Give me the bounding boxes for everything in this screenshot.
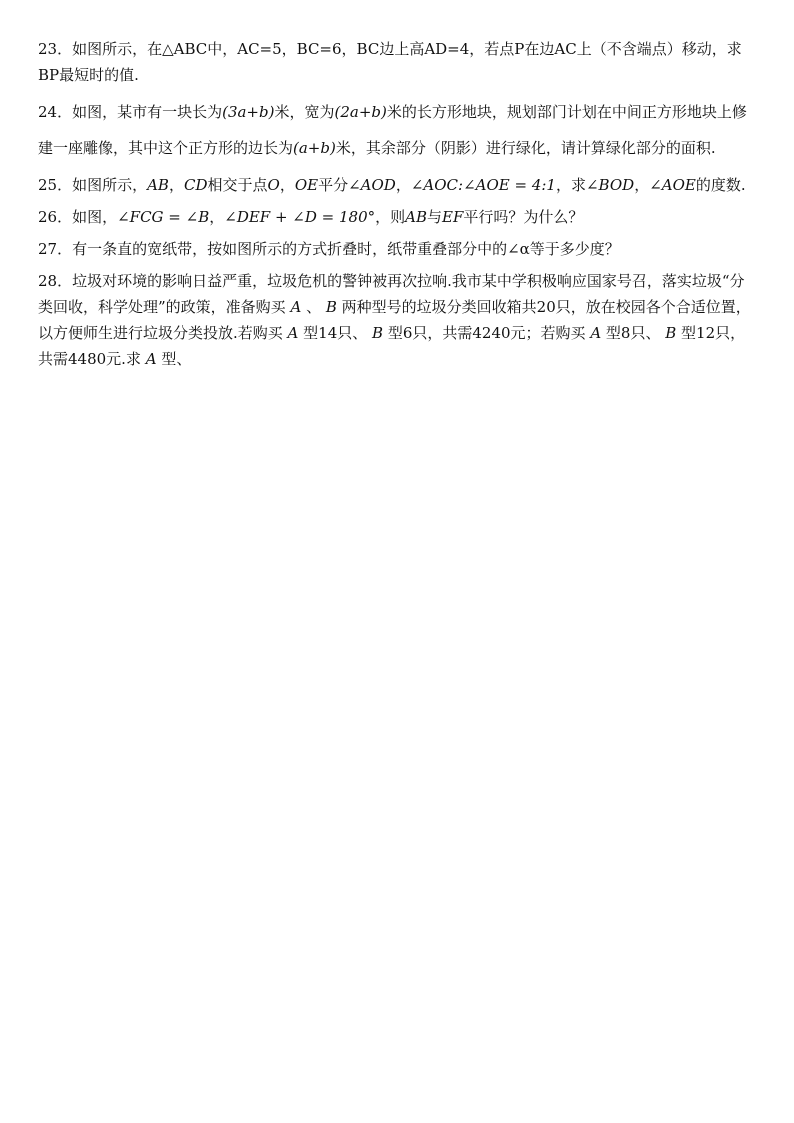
question-26: 26．如图，∠FCG = ∠B，∠DEF + ∠D = 180°，则AB与EF平行吗？为什么？ — [38, 208, 584, 226]
question-28: 28．垃圾对环境的影响日益严重，垃圾危机的警钟被再次拉响.我市某中学积极响应国家号召，落实垃圾“分类回收，科学处理”的政策，准备购买 A 、 B 两种型号的垃圾分类回收箱共20只，放在校园各个合适位置，以方便师生进行垃圾分类投放.若购买 A 型14只、 B 型6只，共需4240元；若购买 A 型8只、 B 型12只，共需4480元.求 A 型、 — [38, 272, 751, 368]
question-25: 25．如图所示，AB，CD相交于点O，OE平分∠AOD，∠AOC:∠AOE = 4:1，求∠BOD，∠AOE的度数. — [38, 176, 746, 194]
question-27: 27．有一条直的宽纸带，按如图所示的方式折叠时，纸带重叠部分中的∠α等于多少度？ — [38, 240, 620, 258]
document-page — [38, 36, 754, 372]
question-23: 23．如图所示，在△ABC中，AC=5，BC=6，BC边上高AD=4，若点P在边AC上（不含端点）移动，求BP最短时的值. — [38, 40, 742, 84]
question-24: 24．如图，某市有一块长为(3a+b)米，宽为(2a+b)米的长方形地块，规划部门计划在中间正方形地块上修建一座雕像，其中这个正方形的边长为(a+b)米，其余部分（阴影）进行绿化，请计算绿化部分的面积. — [38, 103, 747, 157]
